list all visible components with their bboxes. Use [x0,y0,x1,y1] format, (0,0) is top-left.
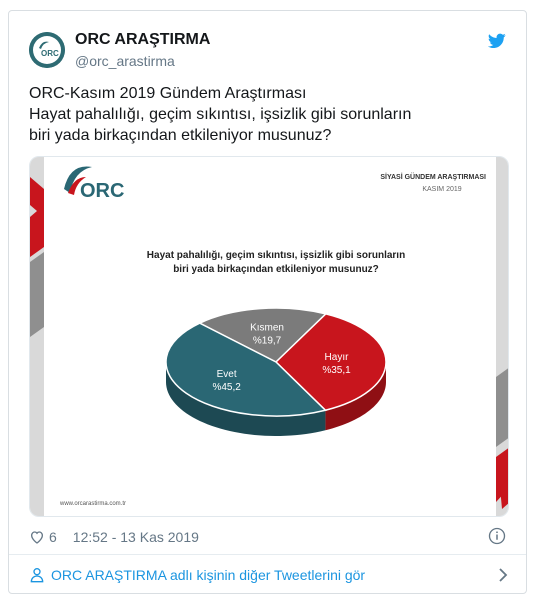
tweet-line: biri yada birkaçından etkileniyor musunuz? [29,127,332,144]
question-line-2: biri yada birkaçından etkileniyor musunuz? [173,264,379,275]
info-icon[interactable] [488,527,506,545]
tweet-line: Hayat pahalılığı, geçim sıkıntısı, işsizlik gibi sorunların [29,106,412,123]
slice-value-label: %45,2 [212,382,241,394]
heart-icon[interactable] [29,529,45,545]
slice-label: Evet [216,369,237,381]
timestamp[interactable]: 12:52 - 13 Kas 2019 [72,529,199,545]
tweet-text [29,83,499,146]
twitter-bird-icon[interactable] [488,33,506,49]
slice-value-label: %35,1 [322,365,351,377]
like-count[interactable]: 6 [49,529,57,545]
slice-label: Hayır [324,352,349,364]
chevron-right-icon [497,567,509,583]
person-icon [29,567,45,583]
more-tweets-label[interactable]: ORC ARAŞTIRMA adlı kişinin diğer Tweetlerini gör [51,567,366,583]
avatar-logo-text: ORC [41,49,59,58]
footer-divider [9,554,526,555]
report-date: KASIM 2019 [422,186,462,193]
author-handle[interactable]: @orc_arastirma [75,53,175,69]
orc-logo-icon [29,32,65,68]
avatar[interactable] [29,32,65,68]
slice-value-label: %19,7 [252,335,282,347]
tweet-card [8,10,527,594]
survey-infographic [30,157,509,517]
website-text: www.orcarastirma.com.tr [60,501,127,507]
tweet-media-image[interactable] [29,156,509,517]
pie-chart [166,308,386,436]
slide-logo-text: ORC [80,180,125,202]
report-title: SİYASİ GÜNDEM ARAŞTIRMASI [380,174,486,181]
question-line-1: Hayat pahalılığı, geçim sıkıntısı, işsizlik gibi sorunların [146,250,406,261]
author-name[interactable]: ORC ARAŞTIRMA [75,31,211,48]
tweet-line: ORC-Kasım 2019 Gündem Araştırması [29,85,307,102]
tweet-meta [29,527,199,547]
slice-label: Kısmen [250,322,284,334]
more-tweets-link[interactable] [29,564,509,586]
